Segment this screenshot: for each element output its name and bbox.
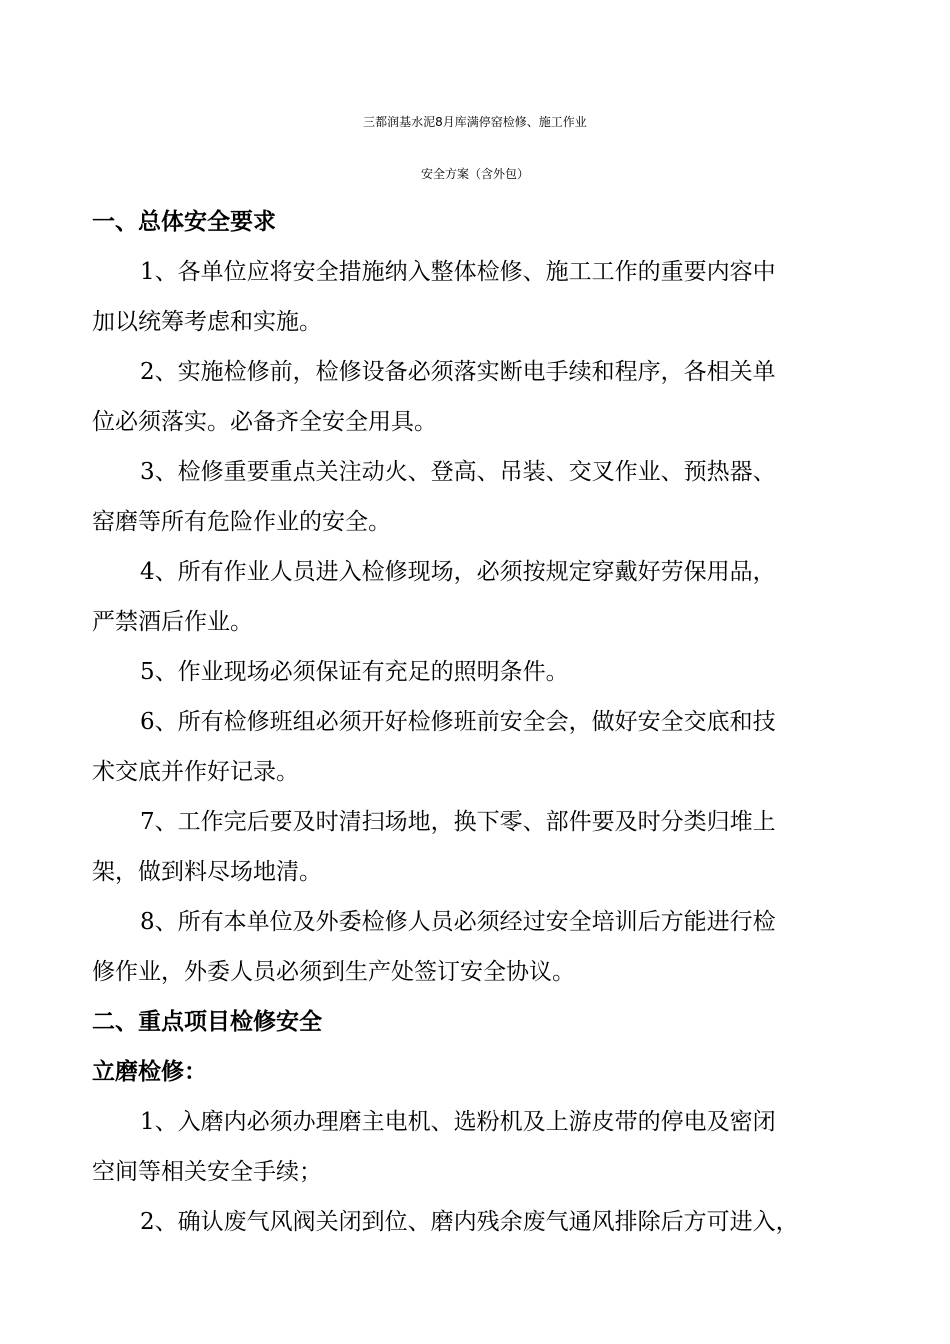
section-1-item-3-line-1: 3、检修重要重点关注动火、登高、吊装、交叉作业、预热器、 [140, 459, 776, 485]
section-1-item-8-line-2: 修作业，外委人员必须到生产处签订安全协议。 [92, 959, 575, 985]
section-1-item-6-line-1: 6、所有检修班组必须开好检修班前安全会，做好安全交底和技 [140, 709, 776, 735]
section-1-item-7-line-1: 7、工作完后要及时清扫场地，换下零、部件要及时分类归堆上 [140, 809, 776, 835]
section-1-item-5-line-1: 5、作业现场必须保证有充足的照明条件。 [140, 659, 569, 685]
section-1-item-1-line-2: 加以统筹考虑和实施。 [92, 309, 322, 335]
section-1-item-2-line-2: 位必须落实。必备齐全安全用具。 [92, 409, 437, 435]
section-2-item-2-line-1: 2、确认废气风阀关闭到位、磨内残余废气通风排除后方可进入， [140, 1209, 799, 1235]
section-1-item-4-line-1: 4、所有作业人员进入检修现场，必须按规定穿戴好劳保用品， [140, 559, 776, 585]
section-2-item-1-line-2: 空间等相关安全手续； [92, 1159, 322, 1185]
document-title-line-2: 安全方案（含外包） [420, 167, 529, 181]
section-1-item-1-line-1: 1、各单位应将安全措施纳入整体检修、施工工作的重要内容中 [140, 259, 776, 285]
section-1-item-7-line-2: 架，做到料尽场地清。 [92, 859, 322, 885]
section-2-heading: 二、重点项目检修安全 [92, 1009, 322, 1035]
document-title-line-1: 三都润基水泥8月库满停窑检修、施工作业 [363, 115, 587, 129]
section-1-item-4-line-2: 严禁酒后作业。 [92, 609, 253, 635]
section-1-item-8-line-1: 8、所有本单位及外委检修人员必须经过安全培训后方能进行检 [140, 909, 776, 935]
section-1-item-2-line-1: 2、实施检修前，检修设备必须落实断电手续和程序，各相关单 [140, 359, 776, 385]
section-2-item-1-line-1: 1、入磨内必须办理磨主电机、选粉机及上游皮带的停电及密闭 [140, 1109, 776, 1135]
section-2-subheading: 立磨检修： [92, 1059, 207, 1085]
section-1-item-6-line-2: 术交底并作好记录。 [92, 759, 299, 785]
section-1-item-3-line-2: 窑磨等所有危险作业的安全。 [92, 509, 391, 535]
section-1-heading: 一、总体安全要求 [92, 209, 276, 235]
